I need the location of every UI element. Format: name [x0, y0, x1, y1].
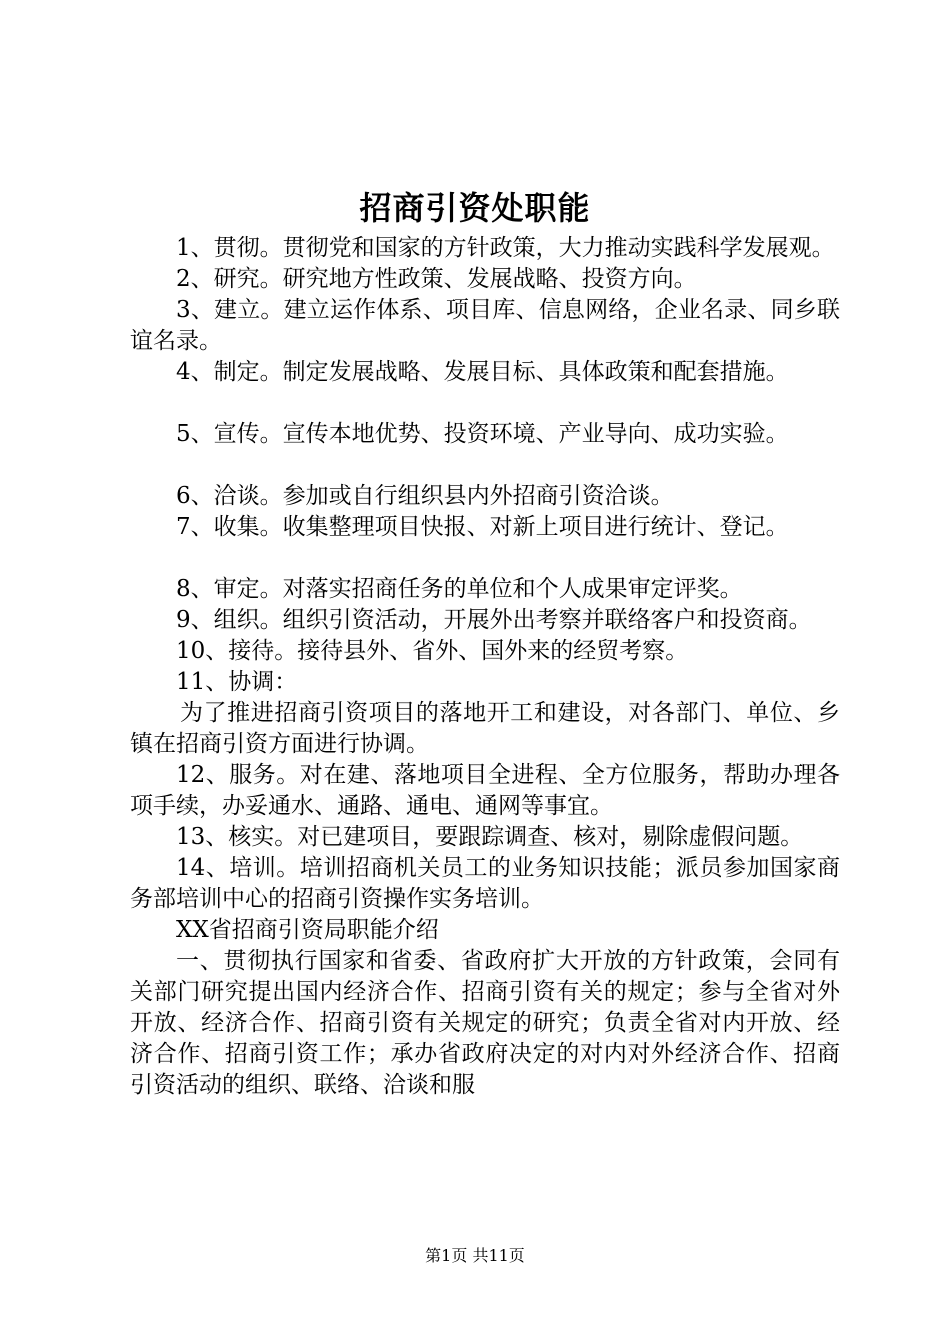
paragraph-12: 12、服务。对在建、落地项目全进程、全方位服务，帮助办理各项手续，办妥通水、通路、通电、通网等事宜。: [130, 762, 840, 819]
paragraph-2: 2、研究。研究地方性政策、发展战略、投资方向。: [176, 266, 697, 292]
paragraph-11: 11、协调：: [176, 669, 298, 695]
paragraph-1: 1、贯彻。贯彻党和国家的方针政策，大力推动实践科学发展观。: [176, 235, 835, 261]
paragraph-10: 10、接待。接待县外、省外、国外来的经贸考察。: [176, 638, 689, 664]
paragraph-8: 8、审定。对落实招商任务的单位和个人成果审定评奖。: [176, 576, 743, 602]
paragraph-5: 5、宣传。宣传本地优势、投资环境、产业导向、成功实验。: [176, 421, 789, 447]
page-title: 招商引资处职能: [359, 189, 591, 227]
paragraph-6: 6、洽谈。参加或自行组织县内外招商引资洽谈。: [176, 483, 674, 509]
paragraph-14: 14、培训。培训招商机关员工的业务知识技能；派员参加国家商务部培训中心的招商引资操作实务培训。: [130, 855, 840, 912]
body-text: [130, 233, 840, 1101]
paragraph-13: 13、核实。对已建项目，要跟踪调查、核对，剔除虚假问题。: [176, 824, 804, 850]
section-heading: XX省招商引资局职能介绍: [176, 917, 439, 943]
paragraph-7: 7、收集。收集整理项目快报、对新上项目进行统计、登记。: [176, 514, 789, 540]
paragraph-3: 3、建立。建立运作体系、项目库、信息网络，企业名录、同乡联谊名录。: [130, 297, 840, 354]
page-footer: 第1页 共11页: [425, 1246, 525, 1265]
paragraph-11-detail: 为了推进招商引资项目的落地开工和建设，对各部门、单位、乡镇在招商引资方面进行协调。: [130, 700, 840, 757]
paragraph-9: 9、组织。组织引资活动，开展外出考察并联络客户和投资商。: [176, 607, 812, 633]
paragraph-section-1: 一、贯彻执行国家和省委、省政府扩大开放的方针政策，会同有关部门研究提出国内经济合作、招商引资有关的规定；参与全省对外开放、经济合作、招商引资有关规定的研究；负责全省对内开放、经济合作、招商引资工作；承办省政府决定的对内对外经济合作、招商引资活动的组织、联络、洽谈和服: [130, 948, 840, 1098]
paragraph-4: 4、制定。制定发展战略、发展目标、具体政策和配套措施。: [176, 359, 789, 385]
